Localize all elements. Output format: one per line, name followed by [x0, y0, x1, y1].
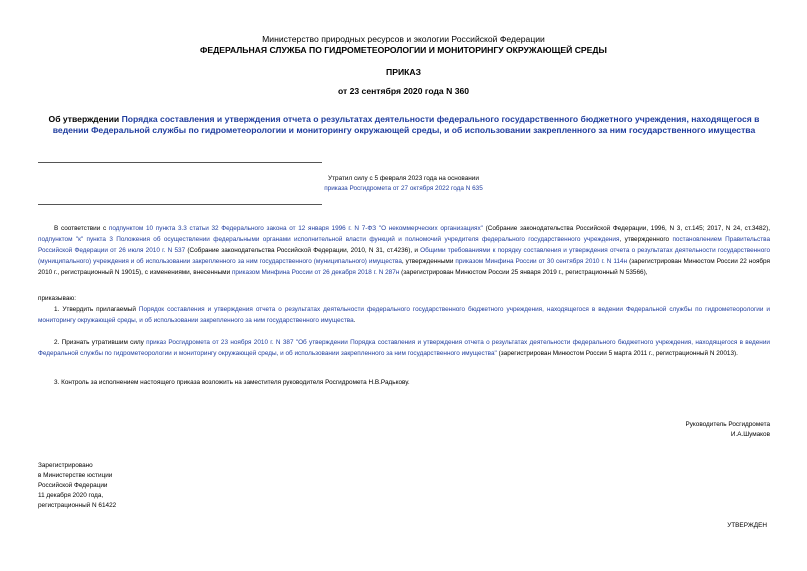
document-title — [38, 114, 770, 136]
preamble-link[interactable]: приказом Минфина России от 30 сентября 2010 г. N 114н — [455, 258, 628, 265]
separator-top — [38, 162, 322, 163]
registration-block — [38, 461, 116, 511]
registration-line-4: 11 декабря 2020 года, — [38, 492, 104, 499]
preamble-link[interactable]: Общими требованиями к порядку составления и утверждения отчета о результатах деятельности государственного (муниципального) учреждения и об использовании закрепленного за ним государственного (муниципального) имущества — [38, 247, 771, 265]
title-prefix: Об утверждении — [48, 114, 122, 124]
preamble-link[interactable]: подпунктом "к" пункта 3 Положения об осуществлении федеральными органами исполнительной власти функций и полномочий учредителя федерального государственного учреждения — [38, 236, 620, 243]
ministry-name: Министерство природных ресурсов и экологии Российской Федерации — [262, 34, 545, 44]
registration-line-5: регистрационный N 61422 — [38, 502, 117, 509]
preamble-text: , утвержденными — [401, 258, 456, 265]
registration-line-3: Российской Федерации — [38, 482, 108, 489]
preamble-text: (зарегистрирован Минюстом России 22 ноября 2010 г., регистрационный N 19015), с изменениями, внесенными — [38, 258, 771, 276]
signature-name: И.А.Шумаков — [730, 431, 770, 438]
preamble-text: В соответствии с — [54, 225, 109, 232]
preamble-paragraph — [38, 223, 770, 278]
item1-text: . — [353, 317, 356, 324]
preamble-link[interactable]: приказом Минфина России от 26 декабря 2018 г. N 287н — [231, 269, 400, 276]
preamble-text: (зарегистрирован Минюстом России 25 января 2019 г., регистрационный N 53566), — [399, 269, 648, 276]
preamble-text: (Собрание законодательства Российской Федерации, 1996, N 3, ст.145; 2017, N 24, ст.3482), — [482, 225, 770, 232]
item2-text: (зарегистрирован Минюстом России 5 марта 2011 г., регистрационный N 20013). — [496, 350, 738, 357]
registration-line-1: Зарегистрировано — [38, 462, 93, 469]
preamble-link[interactable]: постановлением Правительства Российской Федерации от 26 июля 2010 г. N 537 — [38, 236, 770, 254]
item1-text: 1. Утвердить прилагаемый — [54, 306, 139, 313]
orders-word: приказываю: — [38, 295, 76, 302]
item1-link[interactable]: Порядок составления и утверждения отчета о результатах деятельности федерального государственного бюджетного учреждения, находящегося в ведении Федеральной службы по гидрометеорологии и мониторингу окружающей среды, и об использовании закрепленного за ним государственного имущества — [38, 306, 770, 324]
item2-text: 2. Признать утратившим силу — [54, 339, 147, 346]
registration-line-2: в Министерстве юстиции — [38, 472, 113, 479]
repeal-link[interactable]: приказа Росгидромета от 27 октября 2022 года N 635 — [324, 185, 483, 192]
preamble-text: , утвержденного — [619, 236, 673, 243]
preamble-link[interactable]: подпунктом 10 пункта 3.3 статьи 32 Федерального закона от 12 января 1996 г. N 7-ФЗ "О некоммерческих организациях" — [108, 225, 483, 232]
approved-label: УТВЕРЖДЕН — [727, 522, 767, 529]
separator-bottom — [38, 204, 322, 205]
signature-position: Руководитель Росгидромета — [685, 421, 770, 428]
repeal-note: Утратил силу с 5 февраля 2023 года на основании — [328, 175, 479, 182]
item-1 — [38, 304, 770, 326]
document-date: от 23 сентября 2020 года N 360 — [337, 86, 470, 96]
preamble-text: (Собрание законодательства Российской Федерации, 2010, N 31, ст.4236), и — [185, 247, 421, 254]
title-link[interactable]: Порядка составления и утверждения отчета о результатах деятельности федерального государственного бюджетного учреждения, находящегося в ведении Федеральной службы по гидрометеорологии и мониторингу окружающей среды, и об использовании закрепленного за ним государственного имущества — [52, 114, 760, 135]
document-type: ПРИКАЗ — [386, 67, 421, 77]
item2-link[interactable]: приказ Росгидромета от 23 ноября 2010 г. N 387 "Об утверждении Порядка составления и утверждения отчета о результатах деятельности федерального бюджетного учреждения, находящегося в ведении Федеральной службы по гидрометеорологии и мониторингу окружающей среды, и об использовании закрепленного за ним государственного имущества" — [38, 339, 770, 357]
item-2 — [38, 337, 770, 359]
item-3: 3. Контроль за исполнением настоящего приказа возложить на заместителя руководителя Росгидромета Н.В.Радькову. — [54, 379, 410, 386]
service-name: ФЕДЕРАЛЬНАЯ СЛУЖБА ПО ГИДРОМЕТЕОРОЛОГИИ И МОНИТОРИНГУ ОКРУЖАЮЩЕЙ СРЕДЫ — [200, 45, 607, 55]
